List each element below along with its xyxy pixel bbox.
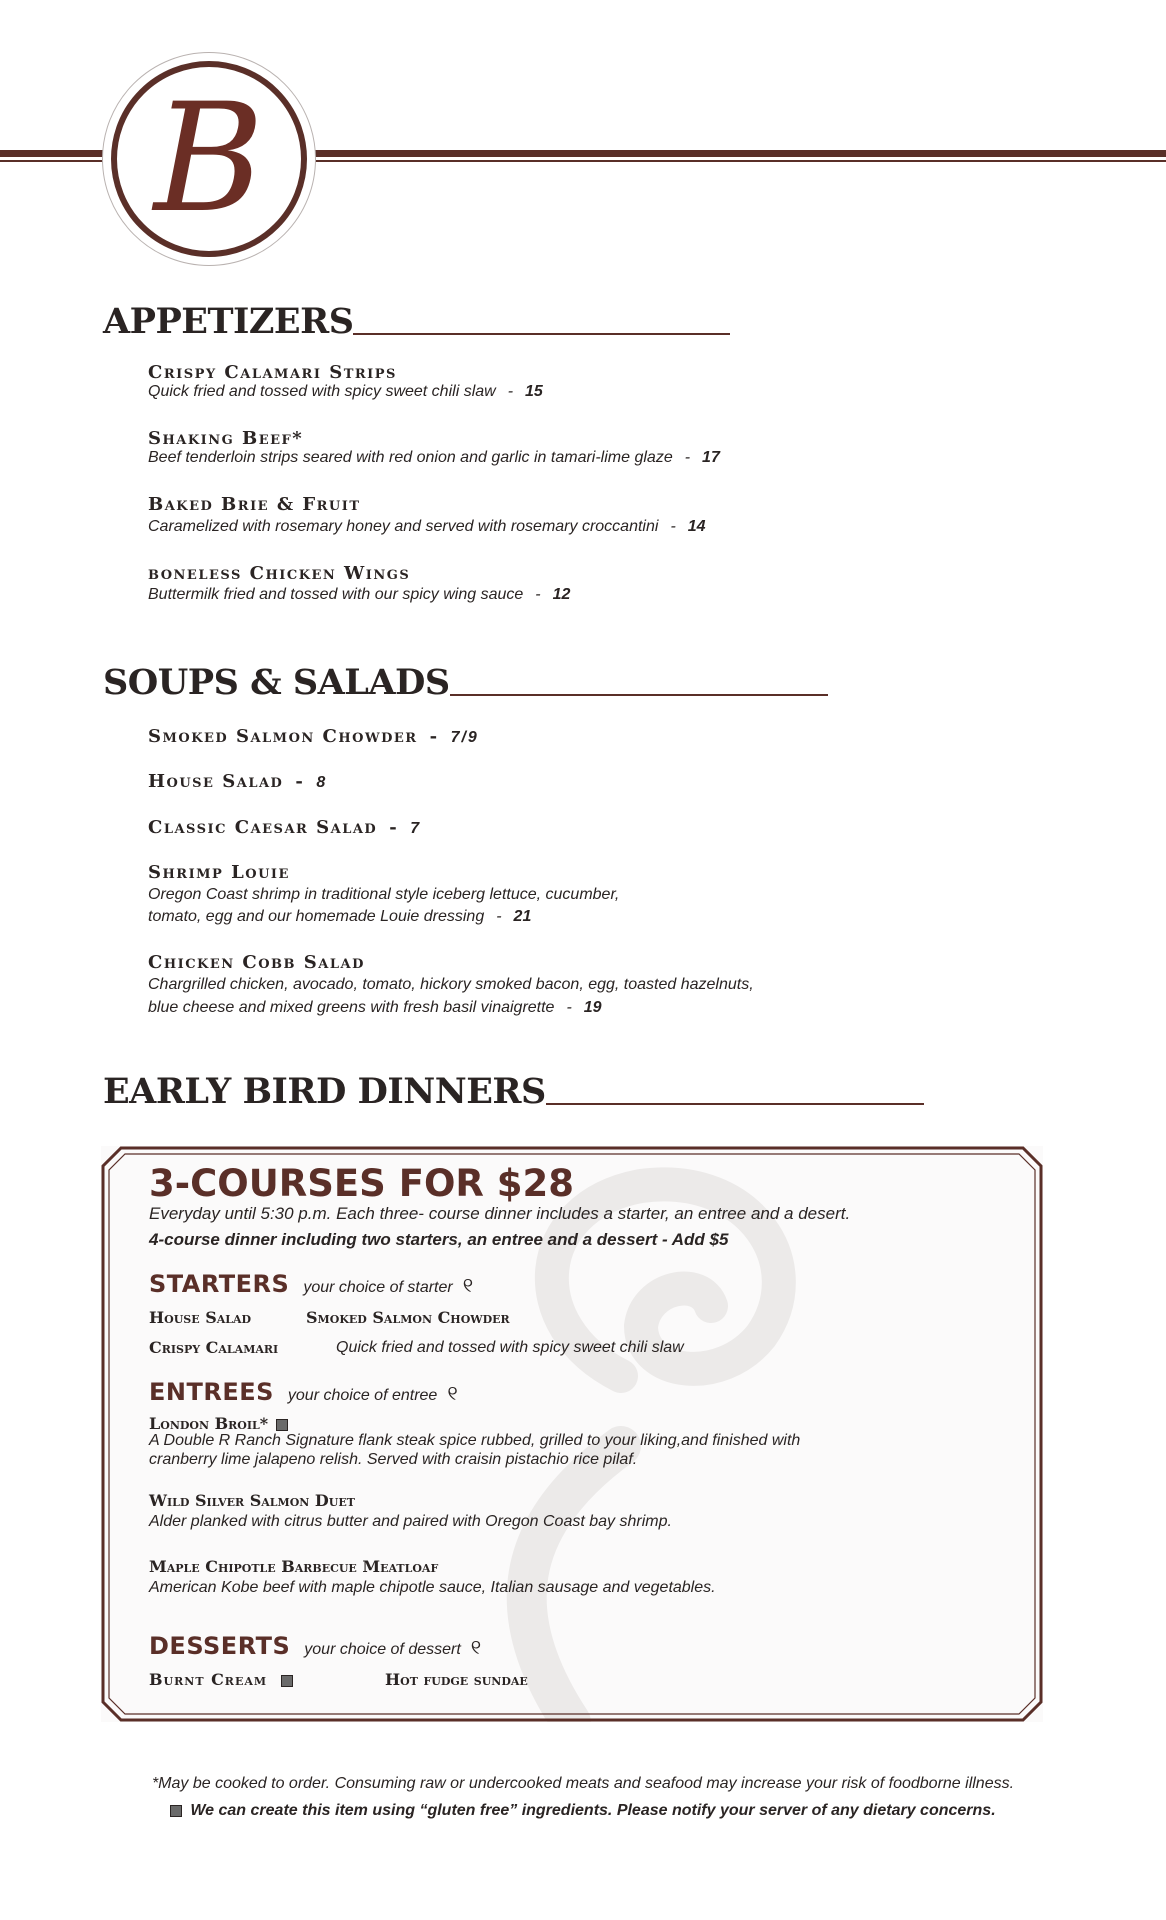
menu-item-desc: Caramelized with rosemary honey and served with rosemary croccantini - 14	[148, 518, 706, 535]
starter-item: Smoked Salmon Chowder	[306, 1308, 510, 1327]
section-rule	[450, 694, 828, 696]
menu-item-desc: Quick fried and tossed with spicy sweet chili slaw - 15	[148, 383, 543, 400]
dessert-item: Hot fudge sundae	[385, 1670, 528, 1689]
entree-item-desc: American Kobe beef with maple chipotle sauce, Italian sausage and vegetables.	[149, 1579, 716, 1596]
early-bird-heading	[103, 1072, 924, 1112]
gluten-free-icon	[276, 1419, 288, 1431]
starter-item: House Salad	[149, 1308, 252, 1327]
price: 14	[687, 518, 706, 535]
footer-disclaimer: *May be cooked to order. Consuming raw or undercooked meats and seafood may increase your risk of foodborne illness.	[151, 1775, 1015, 1792]
menu-item-desc: blue cheese and mixed greens with fresh basil vinaigrette - 19	[148, 999, 602, 1016]
menu-item-desc: Buttermilk fried and tossed with our spicy wing sauce - 12	[148, 586, 571, 603]
item-title: House Salad	[148, 771, 284, 792]
menu-item-name: Baked Brie & Fruit	[148, 494, 361, 515]
menu-item-desc: Beef tenderloin strips seared with red onion and garlic in tamari-lime glaze - 17	[148, 449, 720, 466]
price: 17	[702, 449, 720, 466]
price: 12	[552, 586, 571, 603]
desserts-heading	[149, 1632, 481, 1660]
entree-item-name: Maple Chipotle Barbecue Meatloaf	[149, 1557, 439, 1576]
menu-item-desc: Oregon Coast shrimp in traditional style iceberg lettuce, cucumber,	[148, 886, 620, 903]
course-note: your choice of starter	[303, 1279, 453, 1296]
price: 8	[316, 774, 327, 791]
section-title: EARLY BIRD DINNERS	[103, 1071, 546, 1112]
logo	[102, 52, 316, 266]
dessert-item	[149, 1670, 293, 1689]
footer-gluten-note	[0, 1802, 1166, 1820]
footer-gluten-text: We can create this item using “gluten free” ingredients. Please notify your server of any dietary concerns.	[190, 1802, 996, 1819]
price: 7	[410, 820, 421, 837]
price: 21	[513, 908, 532, 925]
menu-item-desc: Chargrilled chicken, avocado, tomato, hickory smoked bacon, egg, toasted hazelnuts,	[148, 976, 754, 993]
gluten-free-icon	[170, 1805, 182, 1817]
starter-item-desc: Quick fried and tossed with spicy sweet chili slaw	[336, 1339, 684, 1356]
course-title: STARTERS	[149, 1270, 290, 1298]
early-bird-subtitle: Everyday until 5:30 p.m. Each three- course dinner includes a starter, an entree and a desert.	[149, 1204, 851, 1223]
logo-ring	[111, 61, 307, 257]
menu-item-name: Smoked Salmon Chowder - 7/9	[148, 726, 479, 747]
section-rule	[353, 333, 730, 335]
header-brand	[0, 0, 1166, 280]
appetizers-heading	[103, 302, 730, 342]
desc-text: Quick fried and tossed with spicy sweet chili slaw	[148, 383, 496, 400]
course-note: your choice of entree	[287, 1387, 438, 1404]
desc-text: Caramelized with rosemary honey and served with rosemary croccantini	[148, 518, 659, 535]
price: 15	[525, 383, 543, 400]
entree-item-desc: cranberry lime jalapeno relish. Served with craisin pistachio rice pilaf.	[149, 1451, 638, 1468]
menu-item-name: Crispy Calamari Strips	[148, 362, 397, 383]
swirl-icon: ୧	[470, 1635, 482, 1659]
entree-item-desc: A Double R Ranch Signature flank steak spice rubbed, grilled to your liking,and finished with	[149, 1432, 801, 1449]
price: 19	[583, 999, 602, 1016]
starters-heading	[149, 1270, 473, 1298]
course-title: ENTREES	[149, 1378, 274, 1406]
menu-item-name: boneless Chicken Wings	[148, 563, 411, 584]
section-title: SOUPS & SALADS	[103, 662, 450, 703]
desc-text: blue cheese and mixed greens with fresh basil vinaigrette	[148, 999, 555, 1016]
menu-item-name: Shaking Beef*	[148, 428, 304, 449]
gluten-free-icon	[281, 1675, 293, 1687]
entree-item-name: Wild Silver Salmon Duet	[149, 1491, 355, 1510]
desc-text: Buttermilk fried and tossed with our spicy wing sauce	[148, 586, 524, 603]
menu-item-name: House Salad - 8	[148, 771, 327, 792]
section-title: APPETIZERS	[103, 301, 354, 342]
price: 7/9	[450, 729, 479, 746]
desc-text: Beef tenderloin strips seared with red onion and garlic in tamari-lime glaze	[148, 449, 673, 466]
item-title: Classic Caesar Salad	[148, 817, 378, 838]
early-bird-addon: 4-course dinner including two starters, an entree and a dessert - Add $5	[149, 1230, 729, 1249]
entrees-heading	[149, 1378, 458, 1406]
item-title: London Broil*	[149, 1414, 269, 1433]
swirl-icon: ୧	[447, 1381, 458, 1405]
soups-heading	[103, 663, 828, 703]
section-rule	[546, 1103, 924, 1105]
course-title: DESSERTS	[149, 1632, 291, 1660]
swirl-icon: ୧	[462, 1273, 474, 1297]
early-bird-headline: 3-COURSES FOR $28	[149, 1162, 575, 1205]
early-bird-box	[101, 1146, 1043, 1722]
course-note: your choice of dessert	[304, 1641, 461, 1658]
item-title: Burnt Cream	[149, 1670, 268, 1689]
menu-item-name: Classic Caesar Salad - 7	[148, 817, 421, 838]
logo-letter: B	[153, 72, 265, 246]
menu-item-desc: tomato, egg and our homemade Louie dressing - 21	[148, 908, 532, 925]
desc-text: tomato, egg and our homemade Louie dressing	[148, 908, 485, 925]
item-title: Smoked Salmon Chowder	[148, 726, 418, 747]
starter-item: Crispy Calamari	[149, 1338, 279, 1357]
menu-item-name: Shrimp Louie	[148, 862, 290, 883]
entree-item-desc: Alder planked with citrus butter and paired with Oregon Coast bay shrimp.	[149, 1513, 672, 1530]
menu-item-name: Chicken Cobb Salad	[148, 952, 365, 973]
